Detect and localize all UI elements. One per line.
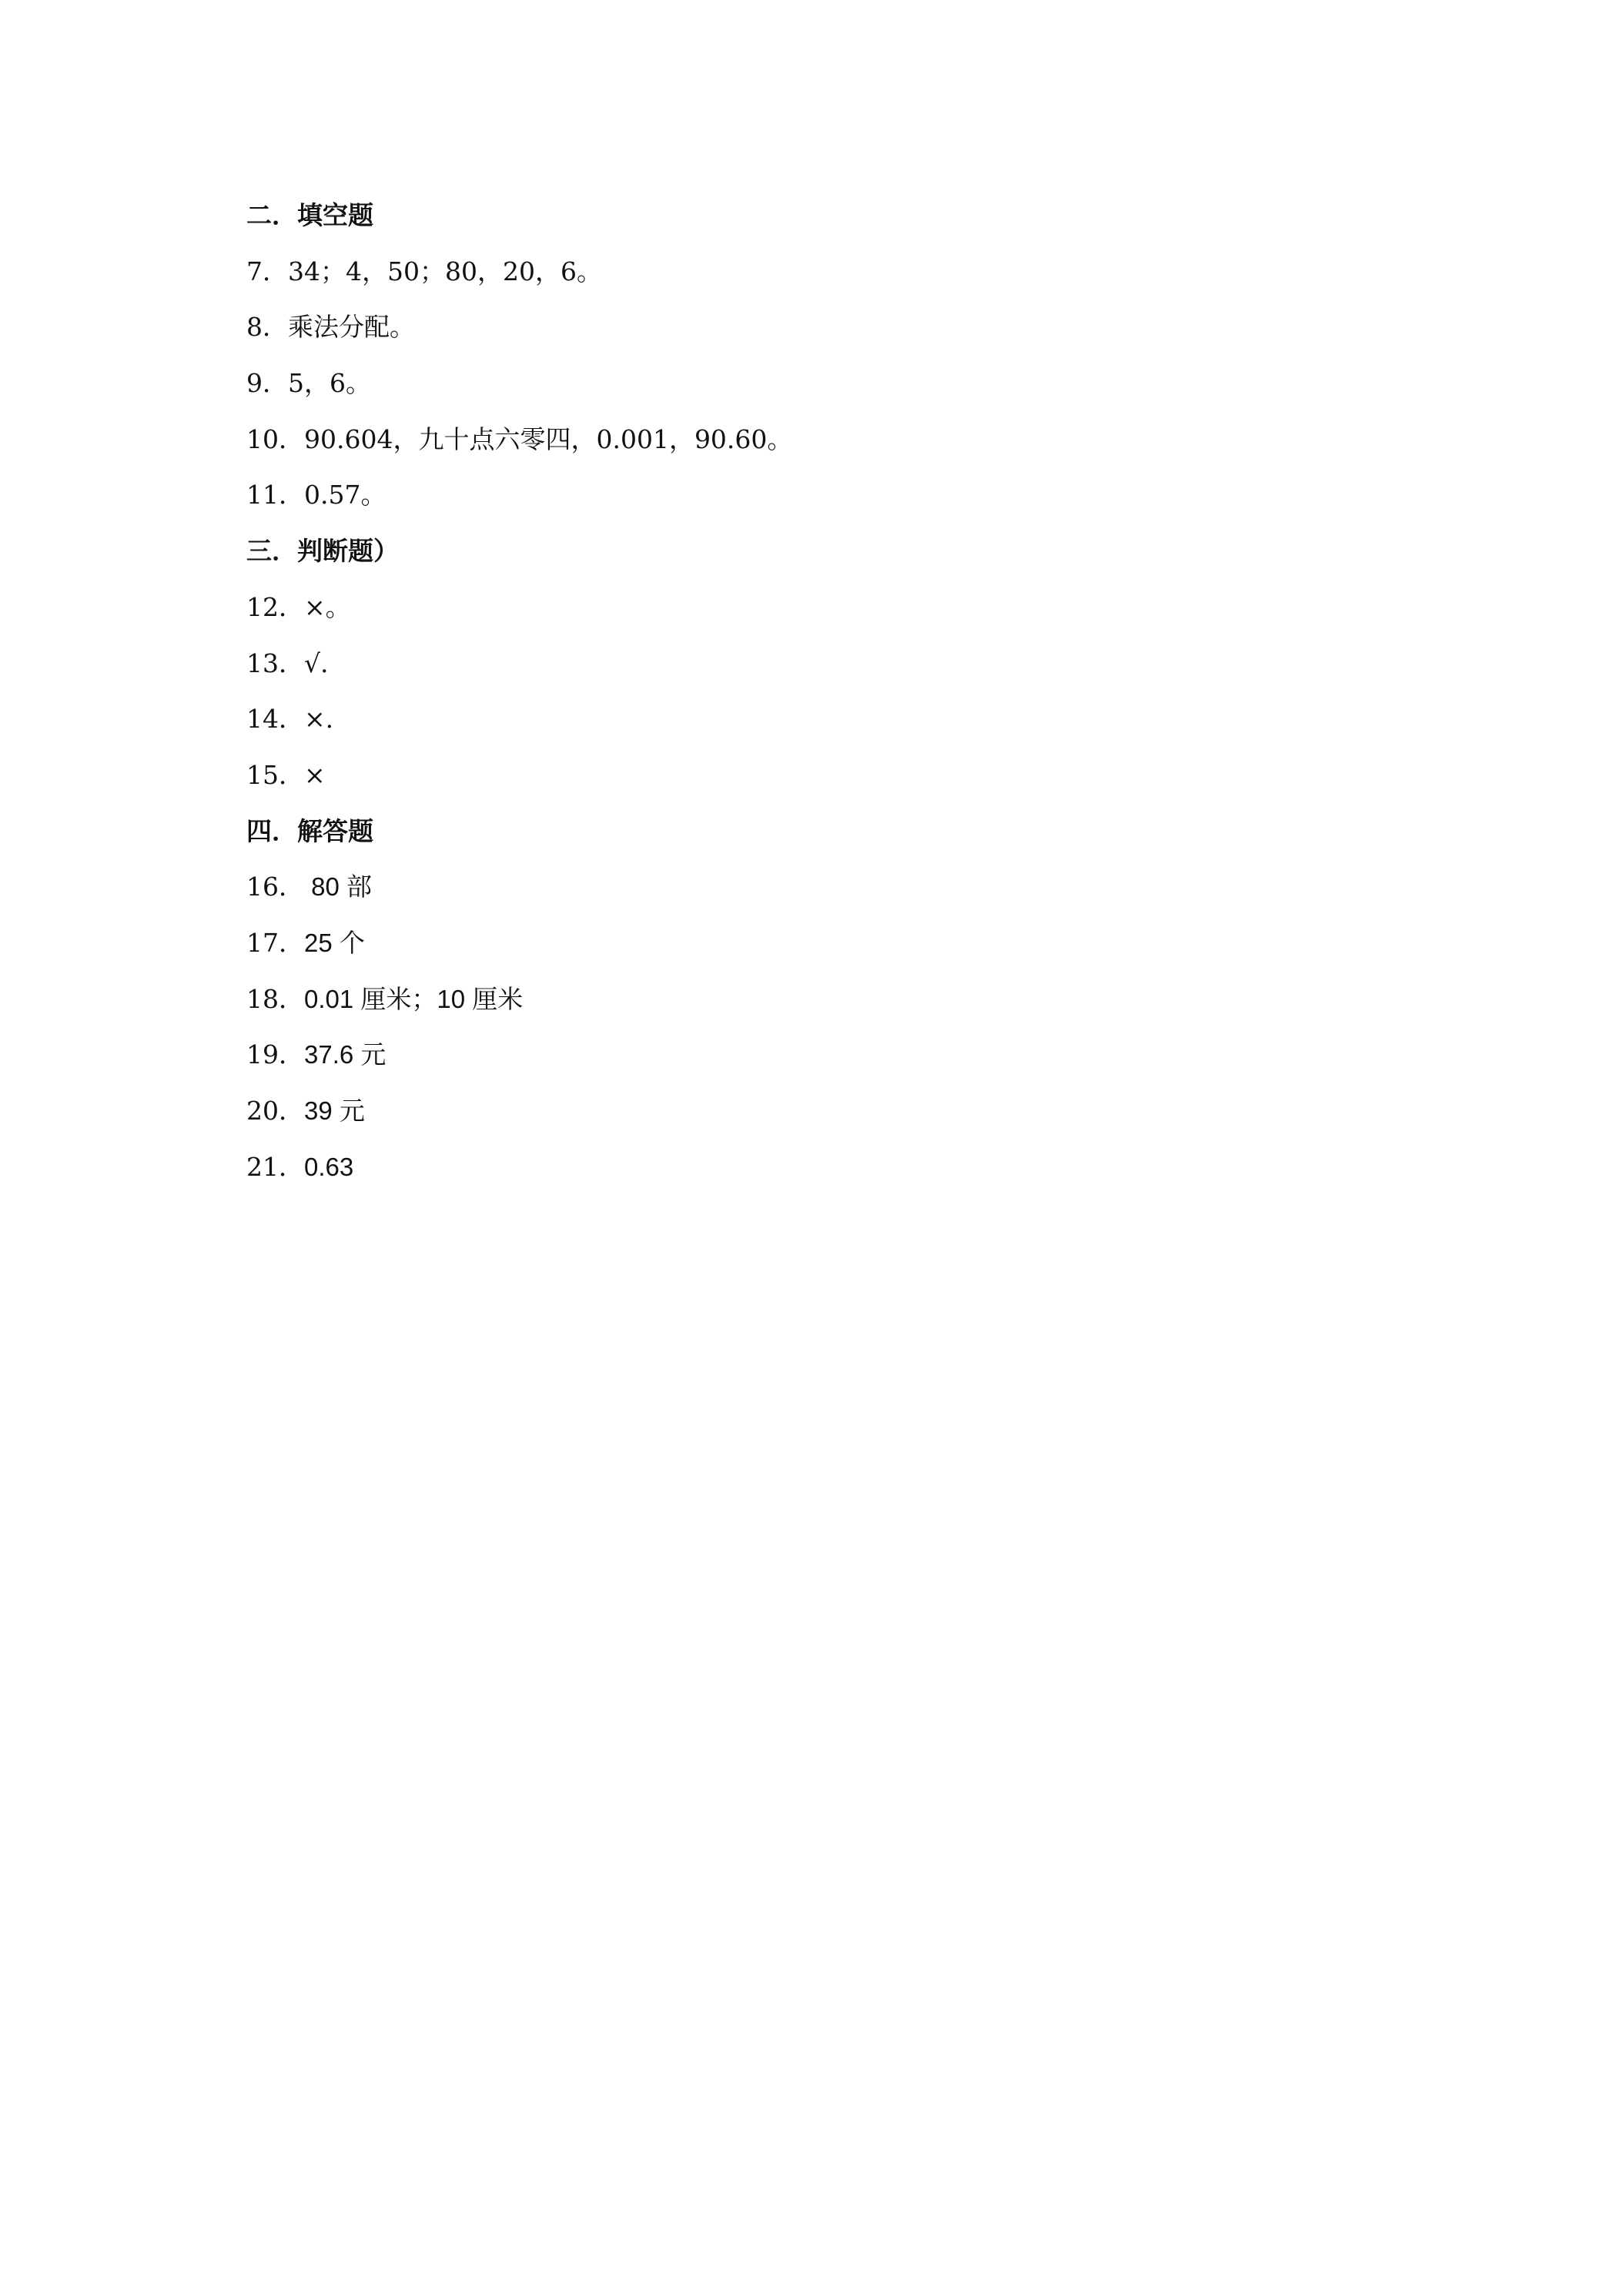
item-answer: 39 元 <box>304 1096 365 1125</box>
item-number: 15． <box>246 759 304 790</box>
answer-item <box>246 474 1401 530</box>
section-heading-fill-blank: 二．填空题 <box>246 200 373 230</box>
item-answer: 0.01 厘米；10 厘米 <box>304 984 524 1013</box>
item-number: 19． <box>246 1039 304 1070</box>
item-number: 13． <box>246 648 304 678</box>
item-number: 16． <box>246 872 304 902</box>
item-answer: 5，6。 <box>288 368 371 399</box>
answer-item <box>246 418 1401 474</box>
item-number: 20． <box>246 1096 304 1126</box>
item-answer: ×。 <box>304 591 351 622</box>
item-number: 21． <box>246 1151 304 1182</box>
item-number: 10． <box>246 423 304 454</box>
item-answer: 80 部 <box>304 872 373 902</box>
item-answer: 90.604，九十点六零四，0.001，90.60。 <box>304 423 793 454</box>
section-heading-true-false: 三．判断题） <box>246 536 399 567</box>
answer-item <box>246 978 1401 1034</box>
item-number: 9． <box>246 368 288 399</box>
answer-item <box>246 1033 1401 1089</box>
answer-key <box>246 194 1401 1201</box>
answer-item <box>246 250 1401 306</box>
item-answer: 25 个 <box>304 928 365 957</box>
item-answer: × <box>304 759 326 790</box>
item-answer: 0.57。 <box>304 480 387 510</box>
item-number: 14． <box>246 704 304 735</box>
answer-item <box>246 922 1401 978</box>
item-answer: ×. <box>304 704 334 735</box>
item-number: 12． <box>246 591 304 622</box>
answer-item <box>246 586 1401 642</box>
answer-item <box>246 754 1401 810</box>
answer-item <box>246 362 1401 418</box>
answer-item <box>246 698 1401 754</box>
item-answer: 0.63 <box>304 1152 354 1181</box>
answer-item <box>246 642 1401 698</box>
answer-item <box>246 1089 1401 1146</box>
answer-item <box>246 306 1401 362</box>
item-answer: 37.6 元 <box>304 1040 387 1069</box>
item-number: 7． <box>246 256 288 286</box>
answer-item <box>246 865 1401 922</box>
section-heading-solutions: 四．解答题 <box>246 815 373 846</box>
answer-item <box>246 1146 1401 1202</box>
item-number: 18． <box>246 983 304 1014</box>
item-number: 17． <box>246 927 304 958</box>
item-number: 11． <box>246 480 304 510</box>
item-answer: √. <box>304 648 329 678</box>
item-answer: 34；4，50；80，20，6。 <box>288 256 602 286</box>
item-answer: 乘法分配。 <box>288 312 415 343</box>
item-number: 8． <box>246 312 288 343</box>
